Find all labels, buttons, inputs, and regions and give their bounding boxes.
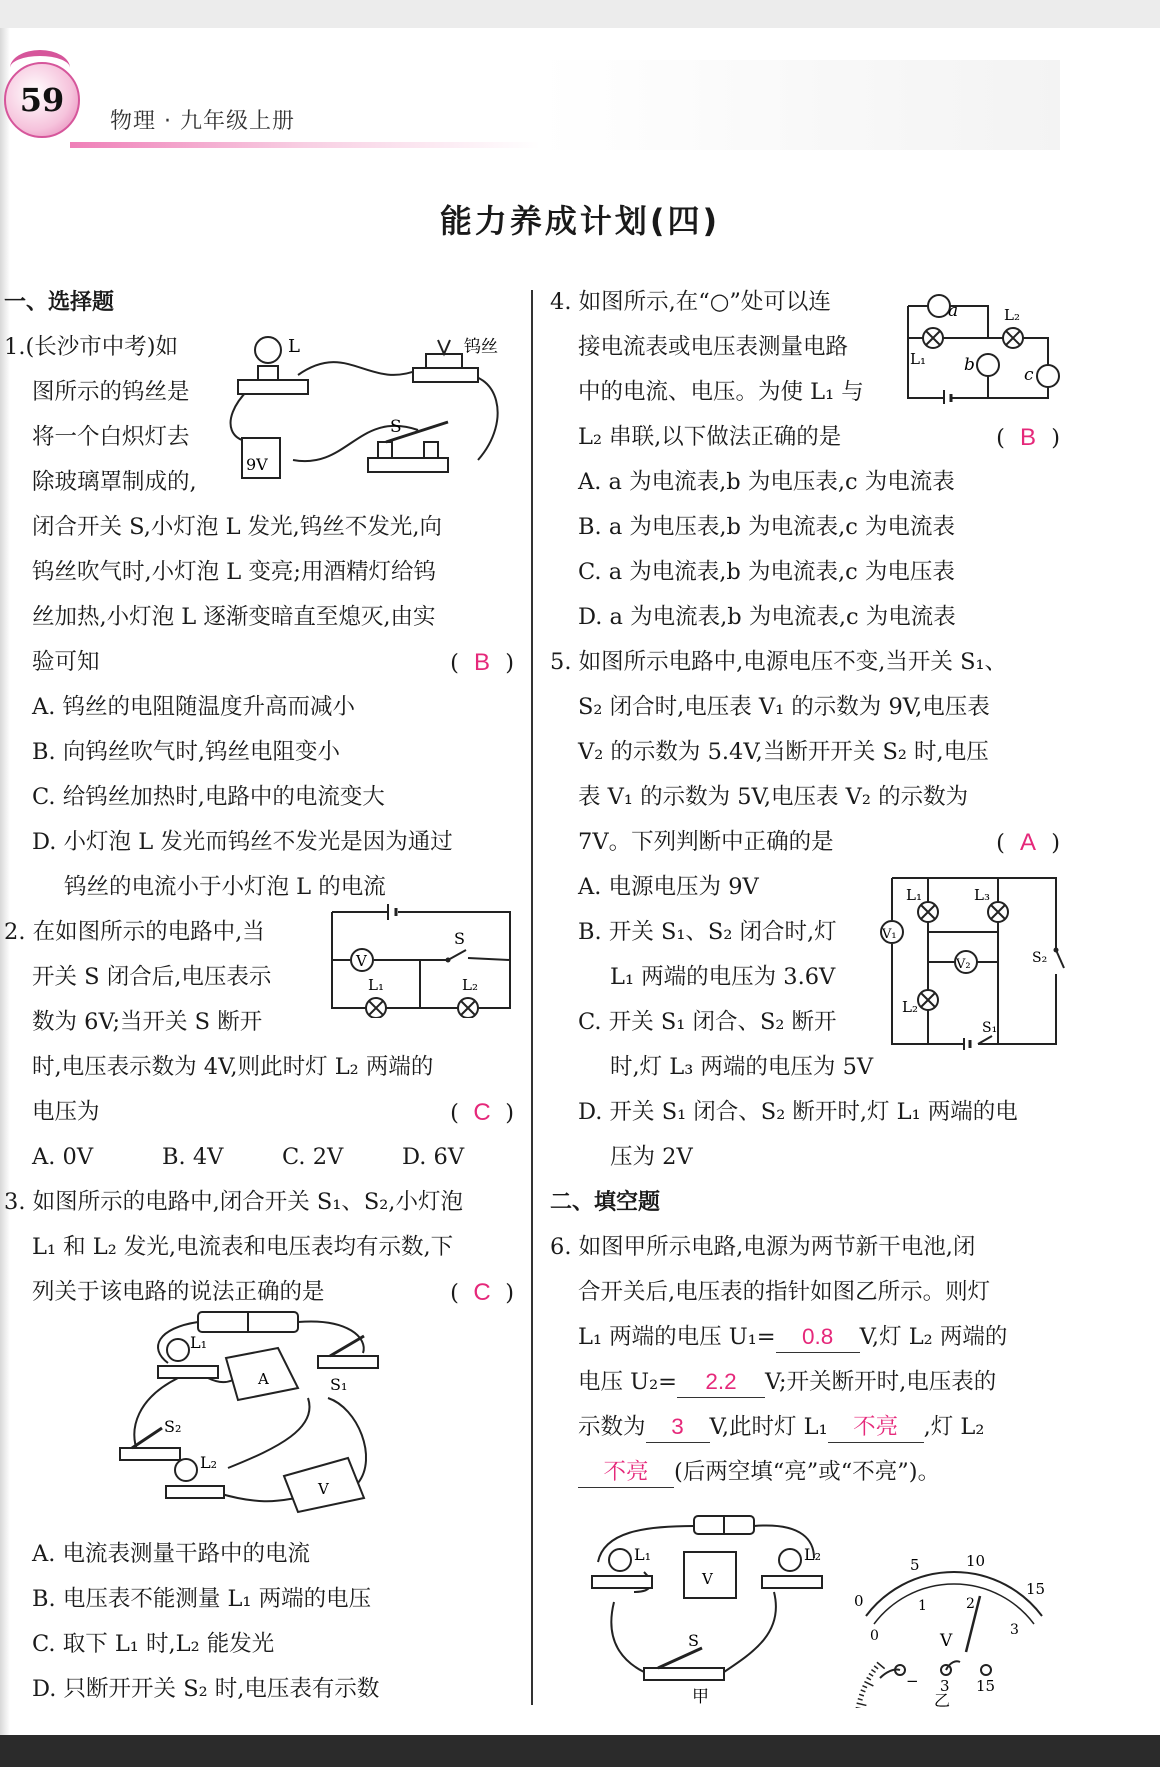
answer-bracket: ( C ) [450,1090,514,1136]
q5-line [550,820,1060,865]
q4-c-label: c [1024,365,1034,385]
dial-tick [862,1686,867,1688]
q1-line: 闭合开关 S,小灯泡 L 发光,钨丝不发光,向 [32,514,442,540]
q6-text: V,灯 L₂ 两端的 [859,1324,1008,1350]
q1-option-cont: 钨丝的电流小于小灯泡 L 的电流 [64,874,386,900]
q6-blank-l2[interactable]: 不亮 [578,1457,674,1488]
q1-switch [368,417,448,472]
dial-tick [867,1677,871,1679]
q6-yi-bottom-1: 1 [918,1598,927,1614]
q5-option-cont: 压为 2V [610,1144,693,1170]
q2-stem-end: 电压为 [32,1099,100,1125]
q1-switch-label: S [390,417,402,437]
q2-circuit-figure [328,900,516,1018]
q5-s2-label: S₂ [1032,950,1048,966]
q4-stem-end: L₂ 串联,以下做法正确的是 [578,424,842,450]
q5-voltmeter-v2 [928,951,998,973]
q3-line: L₁ 和 L₂ 发光,电流表和电压表均有示数,下 [32,1234,454,1260]
q6-jia-l1-label: L₁ [634,1545,652,1564]
q4-lamp-l1 [910,328,943,368]
q5-switch-s1 [964,1020,997,1050]
q3-option: D. 只断开开关 S₂ 时,电压表有示数 [32,1676,380,1702]
q5-lamp-l2 [902,990,938,1016]
q5-line: 5. 如图所示电路中,电源电压不变,当开关 S₁、 [550,649,1008,675]
q1-line: 图所示的钨丝是 [32,379,190,405]
q3-switch-s2 [120,1417,181,1460]
q5-v1-label: V₁ [882,927,897,942]
q3-s1-label: S₁ [330,1375,348,1394]
q6-text: L₁ 两端的电压 U₁= [578,1324,776,1350]
q3-option: A. 电流表测量干路中的电流 [32,1541,311,1567]
page-title: 能力养成计划(四) [439,202,721,240]
q4-meter-a [928,295,958,321]
answer-bracket: ( B ) [450,640,514,686]
answer-bracket: ( C ) [450,1270,514,1316]
q2-line: 时,电压表示数为 4V,则此时灯 L₂ 两端的 [32,1054,434,1080]
q6-jia-v-label: V [702,1570,713,1588]
q6-yi-bottom-3: 3 [1010,1622,1019,1638]
q4-l1-label: L₁ [910,350,926,368]
q6-line: 合开关后,电压表的指针如图乙所示。则灯 [578,1279,991,1305]
q6-line [550,1360,1060,1405]
q2-line: 开关 S 闭合后,电压表示 [32,964,272,990]
q6-yi-bottom-2: 2 [966,1596,975,1612]
q3-l1-label: L₁ [190,1333,208,1352]
q5-s1-label: S₁ [982,1020,998,1036]
q6-jia-lamp-l2 [762,1545,822,1588]
column-divider [531,290,533,1705]
q6-blank-l1[interactable]: 不亮 [828,1412,924,1443]
q6-line [550,1405,1060,1450]
q2-line: 2. 在如图所示的电路中,当 [4,919,265,945]
q4-a-label: a [948,301,959,321]
q1-lamp [238,336,308,394]
q6-yi-top-5: 5 [910,1556,920,1574]
header-underline [70,142,540,148]
q2-l2-label: L₂ [462,976,478,994]
q5-stem-end: 7V。下列判断中正确的是 [578,829,834,855]
q3-battery [198,1312,298,1332]
q3-voltmeter [284,1458,364,1512]
q5-option-cont: L₁ 两端的电压为 3.6V [610,964,836,990]
q3-ammeter-label: A [258,1370,269,1388]
q4-answer: B [1020,424,1037,451]
q1-battery [242,438,280,478]
q1-filament-label: 钨丝 [464,337,498,357]
q6-text: 电压 U₂= [578,1369,677,1395]
q5-l3-label: L₃ [974,886,990,904]
q1-option: B. 向钨丝吹气时,钨丝电阻变小 [32,739,340,765]
q1-circuit-figure [228,330,520,500]
q5-line: S₂ 闭合时,电压表 V₁ 的示数为 9V,电压表 [578,694,990,720]
q5-lamp-l3 [974,886,1008,922]
q5-option: A. 电源电压为 9V [578,874,759,900]
q3-line: 3. 如图所示的电路中,闭合开关 S₁、S₂,小灯泡 [4,1189,463,1215]
q1-option: D. 小灯泡 L 发光而钨丝不发光是因为通过 [32,829,453,855]
q1-stem-end: 验可知 [32,649,100,675]
dial-tick [864,1682,873,1686]
q4-lamp-l2 [1003,306,1023,348]
q3-voltmeter-label: V [318,1480,329,1498]
q1-line [4,640,514,685]
q6-yi-unit: V [940,1631,953,1651]
q6-jia-l2-label: L₂ [804,1545,822,1564]
q1-answer: B [474,649,491,676]
q2-option: A. 0V [32,1144,94,1170]
q6-line [550,1450,1060,1495]
q2-voltmeter-label: V [356,952,367,970]
q3-stem-end: 列关于该电路的说法正确的是 [32,1279,325,1305]
dial-tick [877,1662,885,1668]
q4-l2-label: L₂ [1004,306,1020,324]
q5-lamp-l1 [906,886,938,922]
q6-jia-voltmeter [684,1552,736,1598]
q5-circuit-figure [868,872,1068,1052]
q4-option: D. a 为电流表,b 为电流表,c 为电流表 [578,604,956,630]
dial-tick [857,1703,867,1705]
q6-yi-bottom-0: 0 [870,1628,879,1644]
q6-jia-battery [694,1516,754,1534]
q5-option: C. 开关 S₁ 闭合、S₂ 断开 [578,1009,837,1035]
q4-battery [944,390,951,404]
q4-meter-b [964,354,999,376]
q1-option: C. 给钨丝加热时,电路中的电流变大 [32,784,385,810]
q5-v2-label: V₂ [956,957,971,972]
q2-voltmeter [351,949,373,971]
q1-option: A. 钨丝的电阻随温度升高而减小 [32,694,356,720]
q5-line: V₂ 的示数为 5.4V,当断开开关 S₂ 时,电压 [578,739,989,765]
q4-line [550,415,1060,460]
q5-voltmeter-v1 [881,921,903,943]
q2-option: D. 6V [402,1144,465,1170]
q4-meter-c [1024,365,1059,387]
bottom-bar [0,1735,1160,1767]
q2-l1-label: L₁ [368,976,384,994]
q4-option: A. a 为电流表,b 为电压表,c 为电流表 [578,469,955,495]
q3-circuit-figure [118,1308,428,1518]
q4-b-label: b [964,355,975,375]
q6-yi-ticks [854,1662,885,1708]
q4-option: B. a 为电压表,b 为电流表,c 为电流表 [578,514,956,540]
q6-line [550,1315,1060,1360]
q5-answer: A [1020,829,1037,856]
q5-option: B. 开关 S₁、S₂ 闭合时,灯 [578,919,837,945]
q3-switch-s1 [318,1336,378,1394]
q6-figure-jia [584,1512,844,1707]
q2-option: B. 4V [162,1144,224,1170]
q4-line: 4. 如图所示,在“○”处可以连 [550,289,831,315]
q3-option: C. 取下 L₁ 时,L₂ 能发光 [32,1631,275,1657]
q4-option: C. a 为电流表,b 为电流表,c 为电压表 [578,559,955,585]
q6-jia-switch [644,1631,724,1680]
q3-option: B. 电压表不能测量 L₁ 两端的电压 [32,1586,372,1612]
q2-option: C. 2V [282,1144,344,1170]
q5-l2-label: L₂ [902,998,918,1016]
q6-text: V,此时灯 L₁ [709,1414,828,1440]
q2-answer: C [473,1099,491,1126]
answer-bracket: ( A ) [996,820,1060,866]
answer-bracket: ( B ) [996,415,1060,461]
q6-yi-top-15: 15 [1026,1580,1046,1598]
q2-lamp-l2 [458,976,478,1018]
q6-jia-caption: 甲 [692,1687,709,1707]
q6-blank-reading[interactable]: 3 [646,1412,710,1443]
q2-line: 数为 6V;当开关 S 断开 [32,1009,263,1035]
q2-switch [446,929,467,963]
page-number-badge [4,62,80,138]
q5-switch-s2 [1032,948,1064,969]
q3-lamp-l1 [158,1333,218,1378]
book-title: 物理 · 九年级上册 [110,109,295,134]
q3-options [4,1532,514,1712]
q3-ammeter [226,1348,298,1400]
q4-line: 接电流表或电压表测量电路 [578,334,849,360]
q6-line: 6. 如图甲所示电路,电源为两节新干电池,闭 [550,1234,976,1260]
q1-line: 丝加热,小灯泡 L 逐渐变暗直至熄灭,由实 [32,604,436,630]
q6-yi-terminals [880,1661,991,1678]
badge-arc [10,50,70,86]
q6-text: (后两空填“亮”或“不亮”)。 [674,1459,941,1485]
q1-line: 1.(长沙市中考)如 [4,334,179,360]
q6-blank-u1[interactable]: 0.8 [776,1322,860,1353]
q5-line: 表 V₁ 的示数为 5V,电压表 V₂ 的示数为 [578,784,969,810]
section-choice: 一、选择题 [4,290,115,315]
q1-line: 钨丝吹气时,小灯泡 L 变亮;用酒精灯给钨 [32,559,436,585]
q6-yi-term-3: 3 [940,1677,950,1695]
q1-line: 将一个白炽灯去 [32,424,190,450]
q2-line [4,1090,514,1135]
q4-line: 中的电流、电压。为使 L₁ 与 [578,379,864,405]
q6-yi-minus: − [906,1672,919,1690]
q3-l2-label: L₂ [200,1453,218,1472]
q6-blank-u2[interactable]: 2.2 [677,1367,765,1398]
q1-filament [413,337,498,382]
q6-yi-term-15: 15 [976,1677,996,1695]
q1-lamp-label: L [288,336,300,357]
page-number: 59 [19,81,65,119]
q1-battery-label: 9V [246,455,268,474]
q6-yi-caption: 乙 [934,1691,951,1708]
q2-battery [388,904,396,920]
q3-answer: C [473,1279,491,1306]
q1-line: 除玻璃罩制成的, [32,469,197,495]
q6-text: ,灯 L₂ [923,1414,985,1440]
q5-option-cont: 时,灯 L₃ 两端的电压为 5V [610,1054,874,1080]
q6-figure-yi [846,1546,1060,1708]
header-shade [540,60,1060,150]
dial-tick [861,1690,866,1692]
q2-lamp-l1 [366,976,386,1018]
section-fill: 二、填空题 [550,1190,661,1215]
q6-jia-s-label: S [688,1631,699,1650]
top-bar [0,0,1160,28]
q2-options [4,1135,514,1180]
q5-option: D. 开关 S₁ 闭合、S₂ 断开时,灯 L₁ 两端的电 [578,1099,1018,1125]
q3-s2-label: S₂ [164,1417,182,1436]
q4-circuit-figure [904,286,1064,404]
dial-tick [874,1666,878,1669]
dial-tick [871,1670,875,1673]
q6-yi-top-0: 0 [854,1592,864,1610]
q5-l1-label: L₁ [906,886,922,904]
q6-yi-top-10: 10 [966,1552,986,1570]
q6-text: 示数为 [578,1414,646,1440]
dial-tick [858,1699,863,1700]
dial-tick [859,1694,864,1696]
dial-tick [869,1673,873,1676]
q2-switch-label: S [454,929,465,948]
q6-text: V;开关断开时,电压表的 [765,1369,997,1395]
